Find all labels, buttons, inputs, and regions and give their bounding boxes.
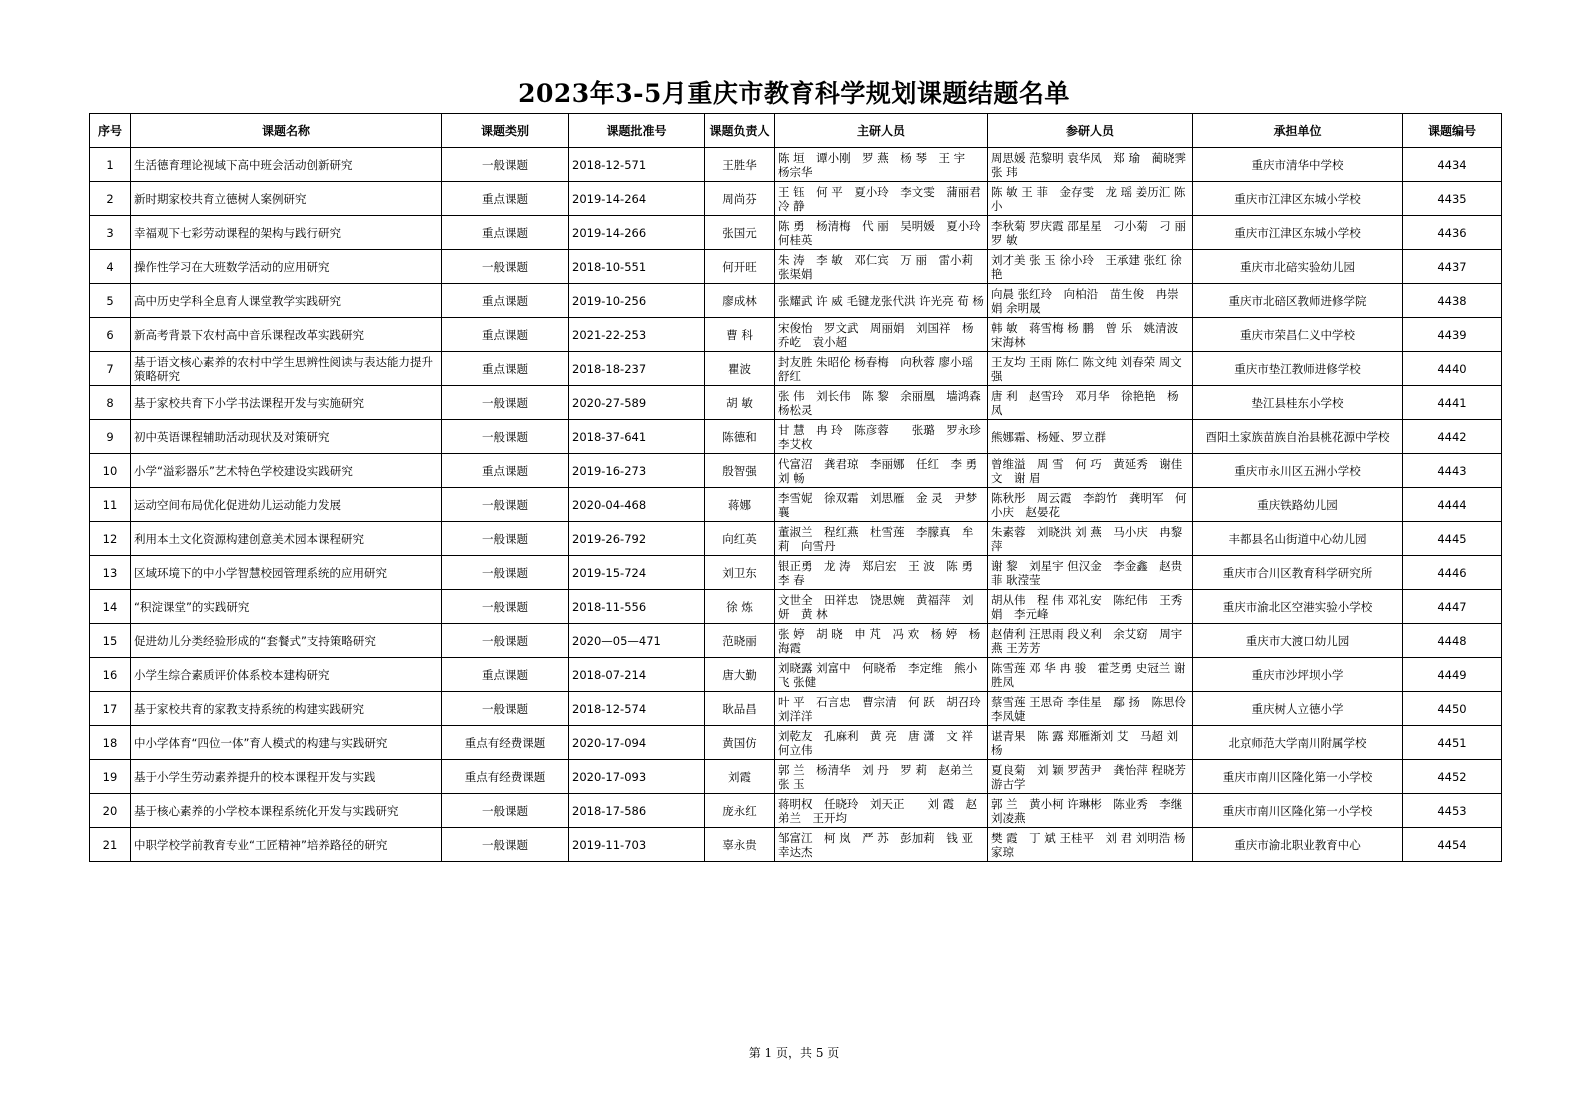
cell-approval: 2018-07-214 — [569, 658, 705, 692]
cell-category: 重点课题 — [442, 284, 569, 318]
cell-category: 重点课题 — [442, 318, 569, 352]
table-row — [90, 624, 1502, 658]
header-unit: 承担单位 — [1193, 114, 1403, 148]
cell-main: 甘 慧 冉 玲 陈彦蓉 张璐 罗永珍 李艾枚 — [775, 420, 988, 454]
cell-members: 朱素蓉 刘晓洪 刘 燕 马小庆 冉黎萍 — [988, 522, 1193, 556]
cell-leader: 胡 敏 — [705, 386, 775, 420]
cell-name: 区域环境下的中小学智慧校园管理系统的应用研究 — [131, 556, 442, 590]
table-row — [90, 522, 1502, 556]
cell-name: 基于家校共育下小学书法课程开发与实施研究 — [131, 386, 442, 420]
table-row — [90, 590, 1502, 624]
cell-category: 一般课题 — [442, 828, 569, 862]
table-row — [90, 828, 1502, 862]
cell-unit: 重庆市永川区五洲小学校 — [1193, 454, 1403, 488]
cell-leader: 刘卫东 — [705, 556, 775, 590]
cell-leader: 刘霞 — [705, 760, 775, 794]
cell-leader: 向红英 — [705, 522, 775, 556]
cell-seq: 2 — [90, 182, 131, 216]
cell-approval: 2020-17-094 — [569, 726, 705, 760]
table-row — [90, 318, 1502, 352]
cell-category: 一般课题 — [442, 590, 569, 624]
cell-main: 银正勇 龙 涛 郑启宏 王 波 陈 勇 李 春 — [775, 556, 988, 590]
cell-members: 郭 兰 黄小柯 许琳彬 陈业秀 李继 刘凌燕 — [988, 794, 1193, 828]
cell-name: 幸福观下七彩劳动课程的架构与践行研究 — [131, 216, 442, 250]
cell-approval: 2019-14-264 — [569, 182, 705, 216]
cell-code: 4453 — [1403, 794, 1502, 828]
cell-code: 4448 — [1403, 624, 1502, 658]
cell-main: 封友胜 朱昭伦 杨春梅 向秋蓉 廖小瑶 舒红 — [775, 352, 988, 386]
cell-seq: 16 — [90, 658, 131, 692]
cell-main: 代富沼 龚君琼 李丽娜 任红 李 勇 刘 畅 — [775, 454, 988, 488]
cell-leader: 蒋娜 — [705, 488, 775, 522]
cell-seq: 13 — [90, 556, 131, 590]
cell-seq: 1 — [90, 148, 131, 182]
cell-name: 生活德育理论视域下高中班会活动创新研究 — [131, 148, 442, 182]
cell-code: 4438 — [1403, 284, 1502, 318]
cell-seq: 4 — [90, 250, 131, 284]
cell-approval: 2019-26-792 — [569, 522, 705, 556]
cell-seq: 8 — [90, 386, 131, 420]
cell-approval: 2020-27-589 — [569, 386, 705, 420]
cell-leader: 黄国仿 — [705, 726, 775, 760]
cell-leader: 陈德和 — [705, 420, 775, 454]
cell-seq: 3 — [90, 216, 131, 250]
cell-code: 4435 — [1403, 182, 1502, 216]
cell-approval: 2019-10-256 — [569, 284, 705, 318]
cell-unit: 重庆市渝北职业教育中心 — [1193, 828, 1403, 862]
header-category: 课题类别 — [442, 114, 569, 148]
cell-approval: 2019-14-266 — [569, 216, 705, 250]
cell-leader: 辜永贵 — [705, 828, 775, 862]
cell-seq: 10 — [90, 454, 131, 488]
table-row — [90, 352, 1502, 386]
table-row — [90, 148, 1502, 182]
cell-members: 陈雪莲 邓 华 冉 骏 霍芝勇 史冠兰 谢胜凤 — [988, 658, 1193, 692]
cell-unit: 重庆市清华中学校 — [1193, 148, 1403, 182]
cell-unit: 重庆市垫江教师进修学校 — [1193, 352, 1403, 386]
cell-seq: 9 — [90, 420, 131, 454]
cell-name: 新时期家校共育立德树人案例研究 — [131, 182, 442, 216]
table-row — [90, 556, 1502, 590]
cell-seq: 15 — [90, 624, 131, 658]
cell-name: 新高考背景下农村高中音乐课程改革实践研究 — [131, 318, 442, 352]
cell-category: 一般课题 — [442, 386, 569, 420]
cell-main: 李雪妮 徐双霜 刘思雁 金 灵 尹梦襄 — [775, 488, 988, 522]
cell-members: 向晨 张红玲 向柏沿 苗生俊 冉崇娟 余明晟 — [988, 284, 1193, 318]
cell-leader: 何开旺 — [705, 250, 775, 284]
cell-code: 4436 — [1403, 216, 1502, 250]
cell-code: 4440 — [1403, 352, 1502, 386]
cell-code: 4444 — [1403, 488, 1502, 522]
cell-unit: 酉阳土家族苗族自治县桃花源中学校 — [1193, 420, 1403, 454]
cell-category: 重点课题 — [442, 454, 569, 488]
cell-category: 重点有经费课题 — [442, 760, 569, 794]
cell-category: 一般课题 — [442, 522, 569, 556]
table-row — [90, 250, 1502, 284]
cell-approval: 2020-17-093 — [569, 760, 705, 794]
table-row — [90, 216, 1502, 250]
cell-seq: 6 — [90, 318, 131, 352]
cell-code: 4443 — [1403, 454, 1502, 488]
cell-main: 刘乾友 孔麻利 黄 亮 唐 潇 文 祥 何立伟 — [775, 726, 988, 760]
cell-leader: 耿品昌 — [705, 692, 775, 726]
cell-unit: 重庆铁路幼儿园 — [1193, 488, 1403, 522]
cell-unit: 重庆市江津区东城小学校 — [1193, 216, 1403, 250]
cell-leader: 庞永红 — [705, 794, 775, 828]
cell-leader: 殷智强 — [705, 454, 775, 488]
cell-approval: 2018-12-571 — [569, 148, 705, 182]
table-row — [90, 386, 1502, 420]
cell-seq: 11 — [90, 488, 131, 522]
cell-name: 基于语文核心素养的农村中学生思辨性阅读与表达能力提升策略研究 — [131, 352, 442, 386]
cell-name: 操作性学习在大班数学活动的应用研究 — [131, 250, 442, 284]
cell-members: 陈 敏 王 菲 金存雯 龙 瑶 姜历汇 陈小 — [988, 182, 1193, 216]
cell-members: 胡从伟 程 伟 邓礼安 陈纪伟 王秀娟 李元峰 — [988, 590, 1193, 624]
cell-members: 刘才美 张 玉 徐小玲 王承建 张红 徐 艳 — [988, 250, 1193, 284]
cell-main: 文世全 田祥忠 饶思婉 黄福萍 刘 妍 黄 林 — [775, 590, 988, 624]
cell-unit: 重庆市荣昌仁义中学校 — [1193, 318, 1403, 352]
cell-leader: 徐 炼 — [705, 590, 775, 624]
cell-seq: 12 — [90, 522, 131, 556]
cell-category: 一般课题 — [442, 148, 569, 182]
cell-approval: 2018-12-574 — [569, 692, 705, 726]
cell-approval: 2019-15-724 — [569, 556, 705, 590]
cell-name: “积淀课堂”的实践研究 — [131, 590, 442, 624]
cell-members: 王友均 王雨 陈仁 陈文纯 刘春荣 周文强 — [988, 352, 1193, 386]
cell-main: 张 婷 胡 晓 申 芃 冯 欢 杨 婷 杨海霞 — [775, 624, 988, 658]
cell-members: 韩 敏 蒋雪梅 杨 鹏 曾 乐 姚清波 宋海林 — [988, 318, 1193, 352]
header-seq: 序号 — [90, 114, 131, 148]
cell-members: 蔡雪莲 王思奇 李佳星 鄢 扬 陈思伶 李凤婕 — [988, 692, 1193, 726]
cell-unit: 重庆市合川区教育科学研究所 — [1193, 556, 1403, 590]
table-row — [90, 182, 1502, 216]
cell-code: 4434 — [1403, 148, 1502, 182]
cell-approval: 2019-16-273 — [569, 454, 705, 488]
header-row — [90, 114, 1502, 148]
header-main: 主研人员 — [775, 114, 988, 148]
cell-name: 初中英语课程辅助活动现状及对策研究 — [131, 420, 442, 454]
cell-main: 张 伟 刘长伟 陈 黎 余丽凰 墙鸿森 杨松灵 — [775, 386, 988, 420]
cell-approval: 2018-10-551 — [569, 250, 705, 284]
cell-approval: 2019-11-703 — [569, 828, 705, 862]
cell-seq: 7 — [90, 352, 131, 386]
cell-name: 运动空间布局优化促进幼儿运动能力发展 — [131, 488, 442, 522]
cell-unit: 垫江县桂东小学校 — [1193, 386, 1403, 420]
page-title: 2023年3-5月重庆市教育科学规划课题结题名单 — [518, 79, 1070, 108]
cell-seq: 20 — [90, 794, 131, 828]
cell-seq: 14 — [90, 590, 131, 624]
cell-category: 一般课题 — [442, 794, 569, 828]
cell-unit: 重庆市大渡口幼儿园 — [1193, 624, 1403, 658]
cell-code: 4454 — [1403, 828, 1502, 862]
cell-name: 促进幼儿分类经验形成的“套餐式”支持策略研究 — [131, 624, 442, 658]
cell-members: 熊娜霜、杨娅、罗立群 — [988, 420, 1193, 454]
cell-members: 谢 黎 刘星宇 但汉金 李金鑫 赵贵菲 耿滢莹 — [988, 556, 1193, 590]
header-members: 参研人员 — [988, 114, 1193, 148]
cell-members: 陈秋彤 周云霞 李韵竹 龚明军 何小庆 赵晏花 — [988, 488, 1193, 522]
table-row — [90, 454, 1502, 488]
cell-main: 刘晓露 刘富中 何晓希 李定维 熊小飞 张健 — [775, 658, 988, 692]
cell-members: 谌青果 陈 露 郑雁渐刘 艾 马超 刘杨 — [988, 726, 1193, 760]
cell-approval: 2021-22-253 — [569, 318, 705, 352]
cell-unit: 重庆市北碚实验幼儿园 — [1193, 250, 1403, 284]
cell-name: 基于小学生劳动素养提升的校本课程开发与实践 — [131, 760, 442, 794]
cell-category: 一般课题 — [442, 556, 569, 590]
cell-leader: 周尚芬 — [705, 182, 775, 216]
cell-unit: 重庆树人立德小学 — [1193, 692, 1403, 726]
cell-members: 赵倩利 汪思雨 段义利 余艾窈 周宇燕 王芳芳 — [988, 624, 1193, 658]
cell-name: 高中历史学科全息育人课堂教学实践研究 — [131, 284, 442, 318]
cell-unit: 重庆市江津区东城小学校 — [1193, 182, 1403, 216]
cell-seq: 18 — [90, 726, 131, 760]
cell-main: 董淑兰 程红燕 杜雪莲 李朦真 牟 莉 向雪丹 — [775, 522, 988, 556]
cell-unit: 重庆市南川区隆化第一小学校 — [1193, 760, 1403, 794]
cell-name: 基于家校共育的家教支持系统的构建实践研究 — [131, 692, 442, 726]
cell-main: 邹富江 柯 岚 严 苏 彭加莉 钱 亚 幸达杰 — [775, 828, 988, 862]
table-row — [90, 420, 1502, 454]
cell-seq: 19 — [90, 760, 131, 794]
header-name: 课题名称 — [131, 114, 442, 148]
cell-code: 4447 — [1403, 590, 1502, 624]
cell-leader: 张国元 — [705, 216, 775, 250]
cell-members: 樊 霞 丁 斌 王桂平 刘 君 刘明浩 杨家琼 — [988, 828, 1193, 862]
cell-members: 唐 利 赵雪玲 邓月华 徐艳艳 杨 凤 — [988, 386, 1193, 420]
cell-code: 4449 — [1403, 658, 1502, 692]
cell-unit: 重庆市渝北区空港实验小学校 — [1193, 590, 1403, 624]
table-row — [90, 488, 1502, 522]
cell-main: 张耀武 许 威 毛键龙张代洪 许光亮 荀 杨 — [775, 284, 988, 318]
cell-category: 一般课题 — [442, 420, 569, 454]
cell-leader: 王胜华 — [705, 148, 775, 182]
cell-code: 4445 — [1403, 522, 1502, 556]
cell-category: 重点课题 — [442, 352, 569, 386]
cell-members: 周思媛 范黎明 袁华凤 郑 瑜 蔺晓霁 张 玮 — [988, 148, 1193, 182]
cell-seq: 17 — [90, 692, 131, 726]
cell-code: 4441 — [1403, 386, 1502, 420]
cell-members: 李秋菊 罗庆霞 邵星星 刁小菊 刁 丽 罗 敏 — [988, 216, 1193, 250]
header-approval: 课题批准号 — [569, 114, 705, 148]
cell-unit: 重庆市南川区隆化第一小学校 — [1193, 794, 1403, 828]
cell-category: 一般课题 — [442, 250, 569, 284]
table-row — [90, 726, 1502, 760]
cell-name: 基于核心素养的小学校本课程系统化开发与实践研究 — [131, 794, 442, 828]
cell-approval: 2020—05—471 — [569, 624, 705, 658]
cell-seq: 21 — [90, 828, 131, 862]
table-row — [90, 284, 1502, 318]
cell-category: 重点有经费课题 — [442, 726, 569, 760]
cell-main: 陈 垣 谭小刚 罗 燕 杨 琴 王 宇 杨宗华 — [775, 148, 988, 182]
cell-approval: 2018-37-641 — [569, 420, 705, 454]
cell-seq: 5 — [90, 284, 131, 318]
cell-code: 4451 — [1403, 726, 1502, 760]
cell-name: 小学“溢彩器乐”艺术特色学校建设实践研究 — [131, 454, 442, 488]
cell-code: 4442 — [1403, 420, 1502, 454]
page-footer: 第 1 页，共 5 页 — [748, 1046, 840, 1060]
cell-members: 曾维溢 周 雪 何 巧 黄延秀 谢佳文 谢 眉 — [988, 454, 1193, 488]
cell-unit: 北京师范大学南川附属学校 — [1193, 726, 1403, 760]
project-table — [89, 113, 1502, 862]
cell-main: 郭 兰 杨清华 刘 丹 罗 莉 赵弟兰 张 玉 — [775, 760, 988, 794]
cell-members: 夏良菊 刘 颖 罗茜尹 龚怡萍 程晓芳 游古学 — [988, 760, 1193, 794]
cell-main: 叶 平 石言忠 曹宗清 何 跃 胡召玲 刘洋洋 — [775, 692, 988, 726]
cell-name: 利用本土文化资源构建创意美术园本课程研究 — [131, 522, 442, 556]
cell-code: 4439 — [1403, 318, 1502, 352]
cell-leader: 唐大勤 — [705, 658, 775, 692]
cell-leader: 曹 科 — [705, 318, 775, 352]
cell-unit: 丰都县名山街道中心幼儿园 — [1193, 522, 1403, 556]
cell-name: 中小学体育“四位一体”育人模式的构建与实践研究 — [131, 726, 442, 760]
table-row — [90, 794, 1502, 828]
cell-category: 重点课题 — [442, 216, 569, 250]
table-row — [90, 760, 1502, 794]
cell-code: 4446 — [1403, 556, 1502, 590]
cell-category: 一般课题 — [442, 624, 569, 658]
cell-name: 小学生综合素质评价体系校本建构研究 — [131, 658, 442, 692]
table-row — [90, 692, 1502, 726]
cell-approval: 2018-11-556 — [569, 590, 705, 624]
cell-category: 一般课题 — [442, 692, 569, 726]
cell-category: 重点课题 — [442, 658, 569, 692]
cell-unit: 重庆市北碚区教师进修学院 — [1193, 284, 1403, 318]
cell-code: 4437 — [1403, 250, 1502, 284]
cell-main: 宋俊怡 罗文武 周丽娟 刘国祥 杨乔屹 袁小超 — [775, 318, 988, 352]
header-code: 课题编号 — [1403, 114, 1502, 148]
cell-approval: 2020-04-468 — [569, 488, 705, 522]
cell-leader: 范晓丽 — [705, 624, 775, 658]
cell-approval: 2018-18-237 — [569, 352, 705, 386]
cell-main: 陈 勇 杨清梅 代 丽 吴明媛 夏小玲 何桂英 — [775, 216, 988, 250]
cell-unit: 重庆市沙坪坝小学 — [1193, 658, 1403, 692]
cell-category: 一般课题 — [442, 488, 569, 522]
cell-leader: 瞿波 — [705, 352, 775, 386]
header-leader: 课题负责人 — [705, 114, 775, 148]
cell-approval: 2018-17-586 — [569, 794, 705, 828]
table-row — [90, 658, 1502, 692]
cell-main: 王 钰 何 平 夏小玲 李文雯 蒲丽君 冷 静 — [775, 182, 988, 216]
cell-main: 蒋明权 任晓玲 刘天正 刘 霞 赵弟兰 王开均 — [775, 794, 988, 828]
cell-code: 4452 — [1403, 760, 1502, 794]
cell-name: 中职学校学前教育专业“工匠精神”培养路径的研究 — [131, 828, 442, 862]
cell-category: 重点课题 — [442, 182, 569, 216]
cell-main: 朱 涛 李 敏 邓仁宾 万 丽 雷小莉 张渠娟 — [775, 250, 988, 284]
cell-leader: 廖成林 — [705, 284, 775, 318]
cell-code: 4450 — [1403, 692, 1502, 726]
